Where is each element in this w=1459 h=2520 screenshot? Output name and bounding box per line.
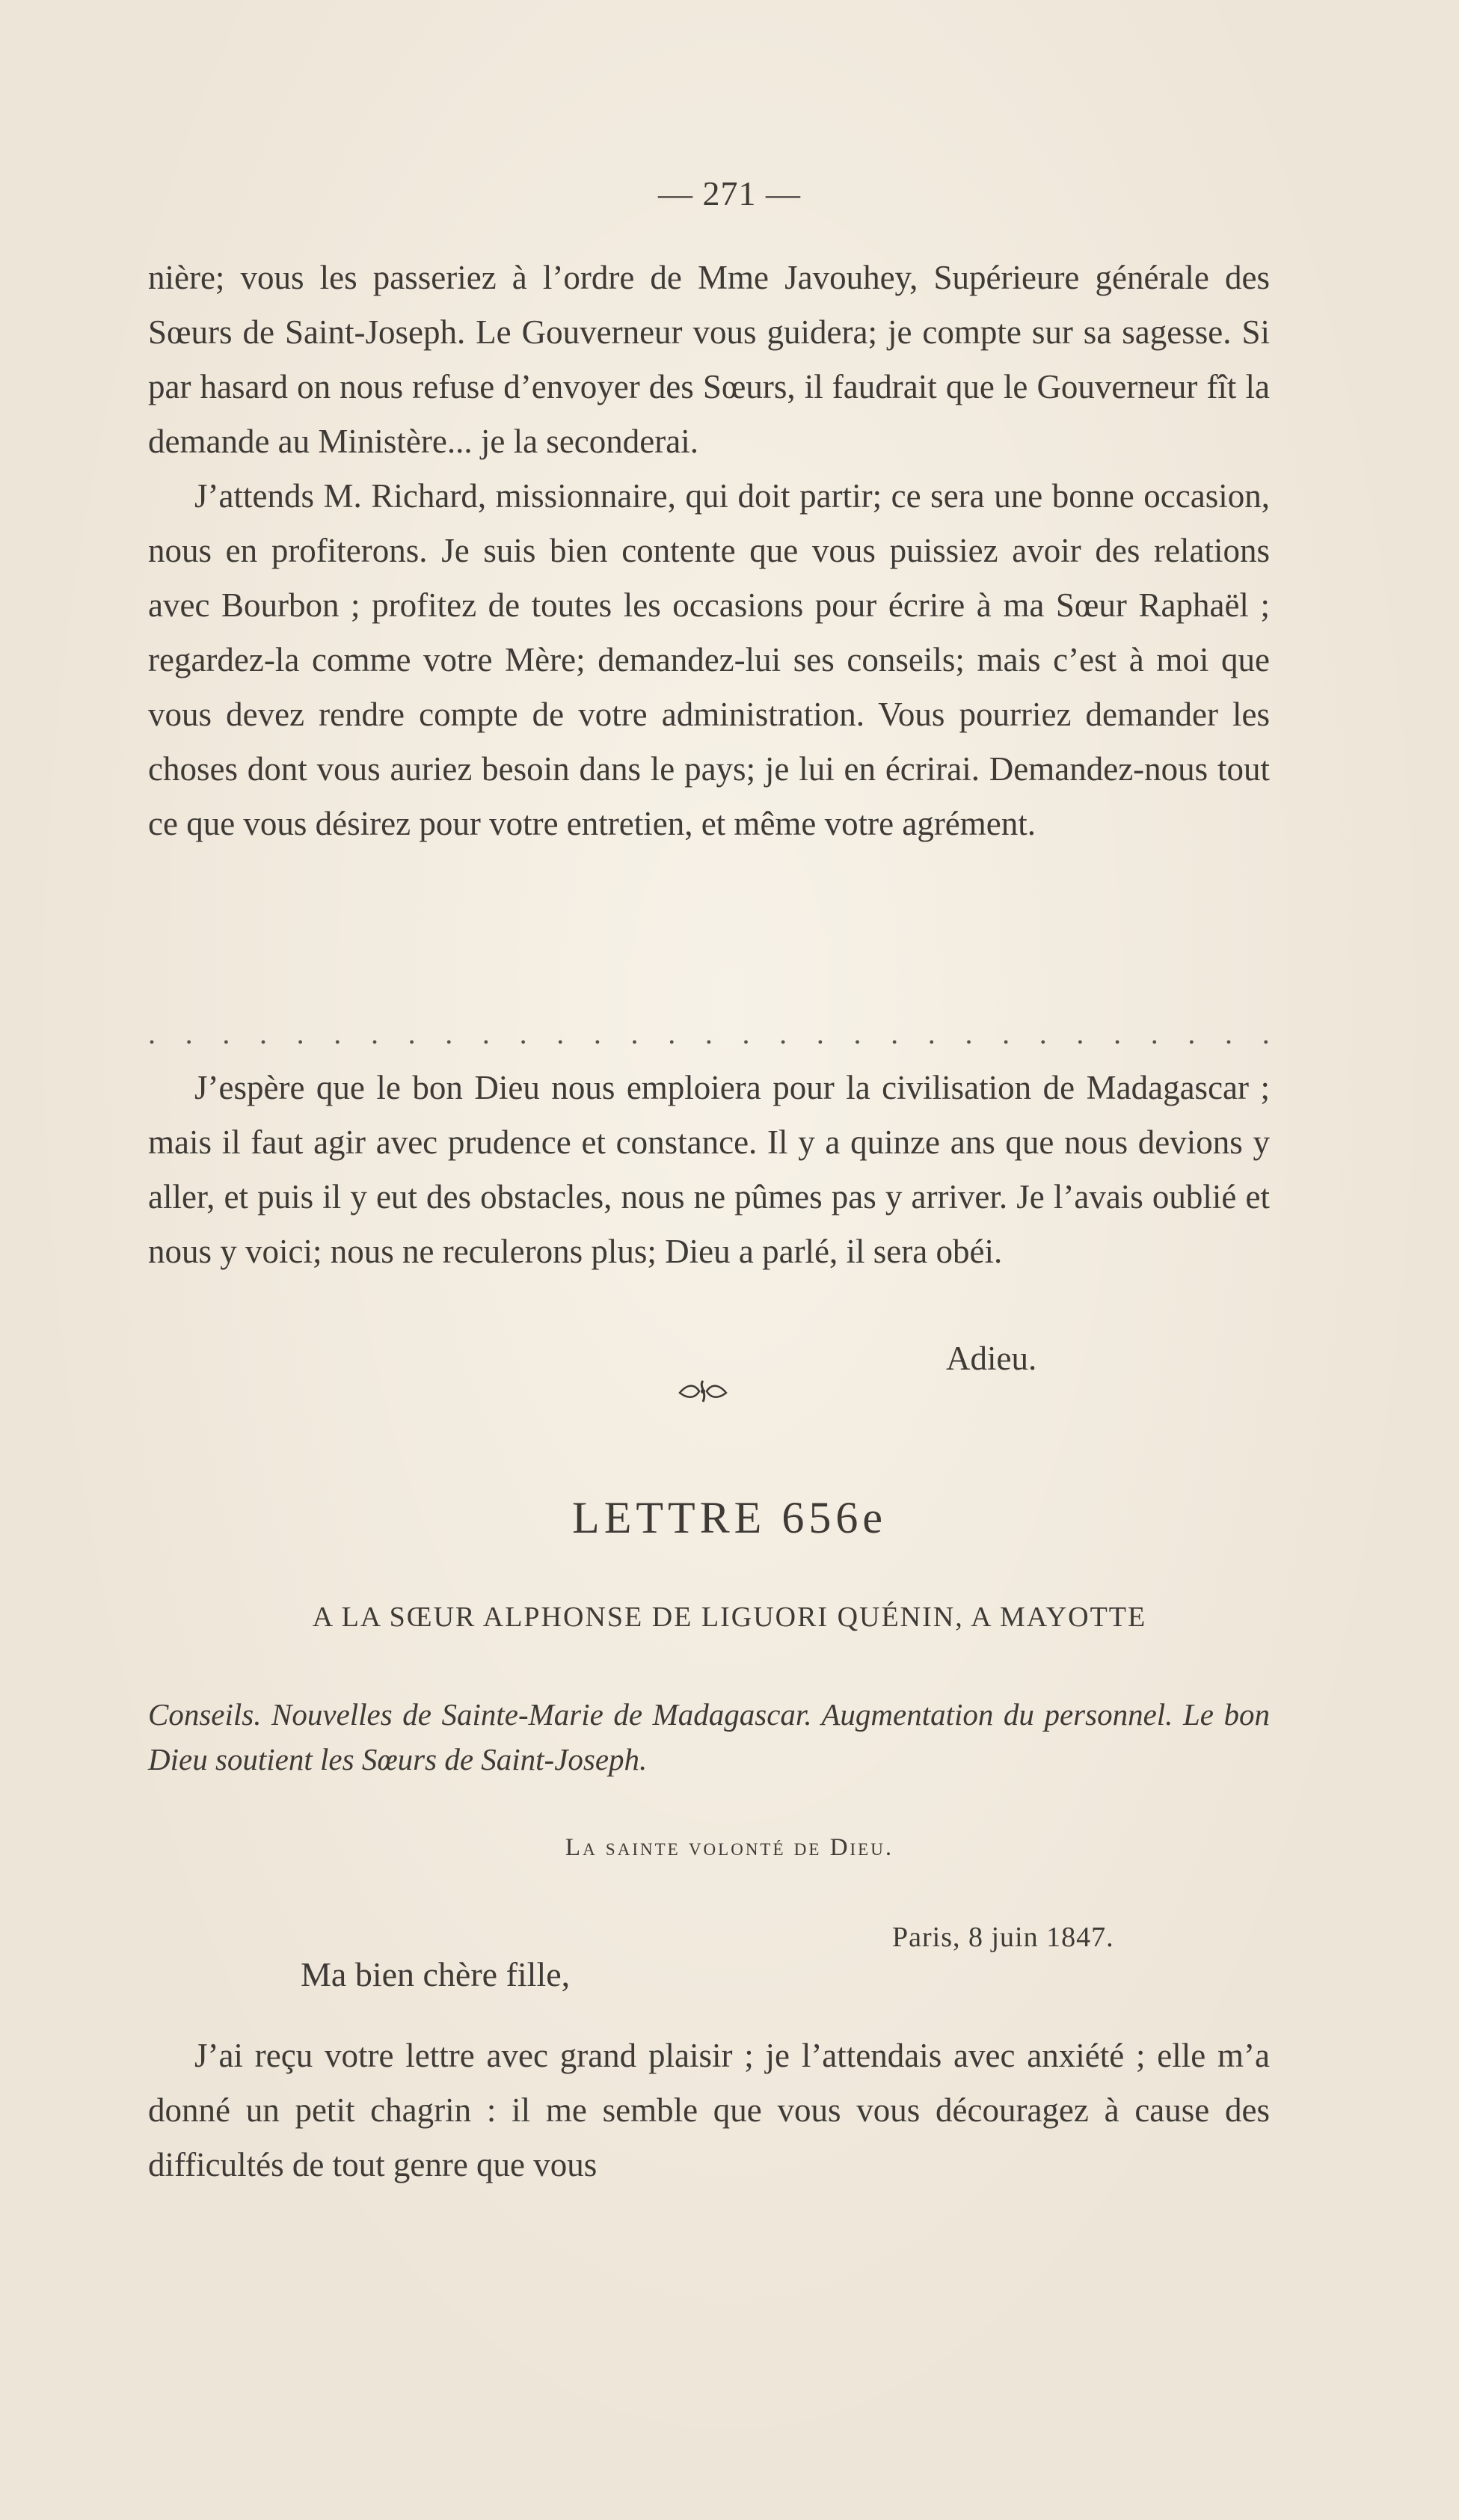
letter-motto: La sainte volonté de Dieu. bbox=[565, 1834, 894, 1861]
letter-summary: Conseils. Nouvelles de Sainte-Marie de Madagascar. Augmentation du personnel. Le bon Dieu soutient les Sœurs de Saint-Joseph. bbox=[148, 1697, 1270, 1776]
paragraph: J’espère que le bon Dieu nous emploiera pour la civilisation de Madagascar ; mais il faut agir avec prudence et constance. Il y a quinze ans que nous devions y aller, et puis il y eut des obstacles, nous ne pûmes pas y arriver. Je l’avais oublié et nous y voici; nous ne reculerons plus; Dieu a parlé, il sera obéi. bbox=[148, 1069, 1270, 1270]
signoff: Adieu. bbox=[946, 1340, 1037, 1377]
passage-c bbox=[148, 2029, 1270, 2192]
passage-b bbox=[148, 1061, 1270, 1279]
letter-recipient: A LA SŒUR ALPHONSE DE LIGUORI QUÉNIN, A MAYOTTE bbox=[312, 1601, 1147, 1633]
paragraph: nière; vous les passeriez à l’ordre de Mme Javouhey, Supérieure générale des Sœurs de Saint-Joseph. Le Gouverneur vous guidera; je compte sur sa sagesse. Si par hasard on nous refuse d’envoyer des Sœurs, il faudrait que le Gouverneur fît la demande au Ministère... je la seconderai. bbox=[148, 259, 1270, 460]
page-number: — 271 — bbox=[658, 174, 801, 212]
letter-dateline: Paris, 8 juin 1847. bbox=[892, 1922, 1114, 1953]
passage-a bbox=[148, 251, 1270, 851]
letter-title: LETTRE 656e bbox=[572, 1493, 887, 1542]
letter-salutation: Ma bien chère fille, bbox=[301, 1955, 571, 1993]
fleuron-ornament-icon bbox=[677, 1376, 729, 1406]
paragraph: J’ai reçu votre lettre avec grand plaisir ; je l’attendais avec anxiété ; elle m’a donné un petit chagrin : il me semble que vous vous découragez à cause des difficultés de tout genre que vous bbox=[148, 2037, 1270, 2183]
paragraph: J’attends M. Richard, missionnaire, qui doit partir; ce sera une bonne occasion, nous en profiterons. Je suis bien contente que vous puissiez avoir des relations avec Bourbon ; profitez de toutes les occasions pour écrire à ma Sœur Raphaël ; regardez-la comme votre Mère; demandez-lui ses conseils; mais c’est à moi que vous devez rendre compte de votre administration. Vous pourriez demander les choses dont vous auriez besoin dans le pays; je lui en écrirai. Demandez-nous tout ce que vous désirez pour votre entretien, et même votre agrément. bbox=[148, 477, 1270, 842]
ellipsis-dot-leader: . . . . . . . . . . . . . . . . . . . . . . . . . . . . . . . bbox=[148, 1017, 1270, 1050]
